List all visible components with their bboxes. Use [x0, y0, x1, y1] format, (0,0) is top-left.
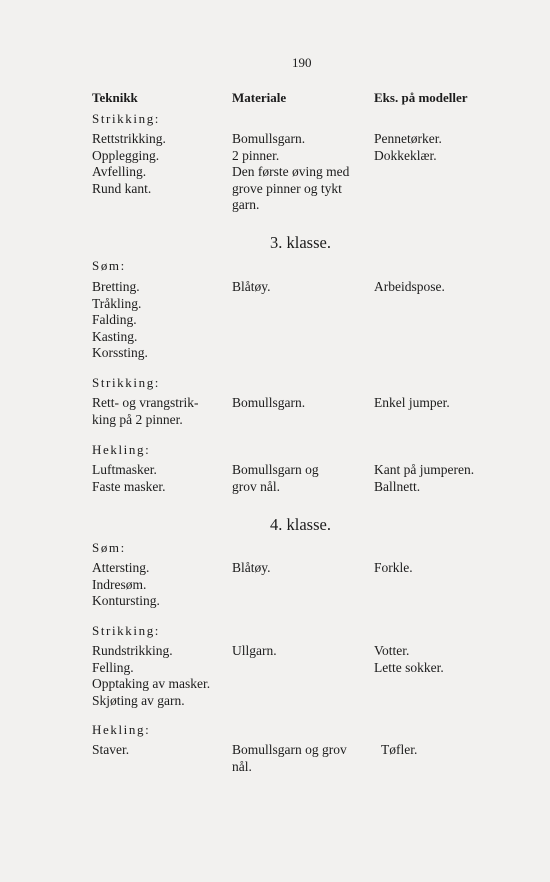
list-item: Attersting.: [92, 560, 150, 575]
list-item: Faste masker.: [92, 478, 166, 494]
klasse3-som-teknikk: [92, 279, 148, 362]
intro-materiale-list: [232, 131, 349, 214]
klasse4-hekling-materiale: [232, 742, 347, 775]
klasse3-strikking-materiale: Bomullsgarn.: [232, 395, 306, 410]
section-label-som: Søm:: [92, 258, 126, 273]
list-item: Bomullsgarn.: [232, 131, 306, 146]
list-item: Avfelling.: [92, 164, 147, 179]
list-item: king på 2 pinner.: [92, 411, 183, 427]
section-label-som: Søm:: [92, 540, 126, 555]
section-label-strikking: Strikking:: [92, 111, 161, 126]
list-item: Pennetørker.: [374, 131, 442, 146]
list-item: Bretting.: [92, 279, 140, 294]
klasse3-strikking-teknikk: [92, 395, 198, 428]
list-item: Rundstrikking.: [92, 643, 173, 658]
intro-teknikk-list: [92, 131, 166, 197]
header-materiale: Materiale: [232, 90, 287, 105]
list-item: Opptaking av masker.: [92, 676, 211, 691]
klasse4-som-materiale: Blåtøy.: [232, 560, 271, 575]
klasse4-som-teknikk: [92, 560, 160, 610]
header-eksempler: Eks. på modeller: [374, 90, 468, 105]
section-label-strikking: Strikking:: [92, 375, 161, 390]
list-item: Bomullsgarn og: [232, 462, 319, 477]
list-item: Lette sokker.: [374, 659, 444, 675]
list-item: Rettstrikking.: [92, 131, 166, 146]
klasse3-hekling-teknikk: [92, 462, 166, 495]
klasse4-hekling-teknikk: Staver.: [92, 742, 130, 757]
intro-modeller-list: [374, 131, 442, 164]
list-item: garn.: [232, 197, 260, 212]
page-number: 190: [292, 55, 312, 70]
list-item: nål.: [232, 758, 252, 774]
klasse4-som-modell: Forkle.: [374, 560, 413, 575]
klasse3-som-materiale: Blåtøy.: [232, 279, 271, 294]
section-label-hekling: Hekling:: [92, 722, 151, 737]
list-item: Tråkling.: [92, 295, 142, 311]
klasse3-hekling-modeller: [374, 462, 474, 495]
list-item: grov nål.: [232, 478, 280, 494]
header-teknikk: Teknikk: [92, 90, 138, 105]
section-label-hekling: Hekling:: [92, 442, 151, 457]
list-item: Den første øving med: [232, 164, 350, 179]
list-item: Kasting.: [92, 328, 138, 344]
list-item: Dokkeklær.: [374, 147, 437, 163]
klasse4-strikking-teknikk: [92, 643, 210, 709]
list-item: Bomullsgarn og grov: [232, 742, 347, 757]
list-item: Rund kant.: [92, 180, 152, 196]
list-item: Indresøm.: [92, 576, 147, 592]
klasse4-strikking-modeller: [374, 643, 444, 676]
section-label-strikking: Strikking:: [92, 623, 161, 638]
list-item: grove pinner og tykt: [232, 180, 342, 196]
list-item: Falding.: [92, 312, 137, 327]
list-item: Korssting.: [92, 345, 148, 360]
section-title-klasse-4: 4. klasse.: [270, 515, 331, 534]
klasse3-som-modell: Arbeidspose.: [374, 279, 445, 294]
list-item: Kant på jumperen.: [374, 462, 475, 477]
section-title-klasse-3: 3. klasse.: [270, 233, 331, 252]
list-item: Ballnett.: [374, 478, 421, 494]
list-item: Votter.: [374, 643, 410, 658]
list-item: Skjøting av garn.: [92, 692, 185, 708]
list-item: 2 pinner.: [232, 147, 280, 163]
list-item: Opplegging.: [92, 147, 160, 163]
list-item: Felling.: [92, 659, 134, 675]
klasse3-strikking-modell: Enkel jumper.: [374, 395, 450, 410]
list-item: Rett- og vrangstrik-: [92, 395, 199, 410]
list-item: Kontursting.: [92, 593, 160, 608]
klasse4-strikking-materiale: Ullgarn.: [232, 643, 277, 658]
klasse4-hekling-modell: Tøfler.: [381, 742, 418, 757]
list-item: Luftmasker.: [92, 462, 157, 477]
klasse3-hekling-materiale: [232, 462, 319, 495]
